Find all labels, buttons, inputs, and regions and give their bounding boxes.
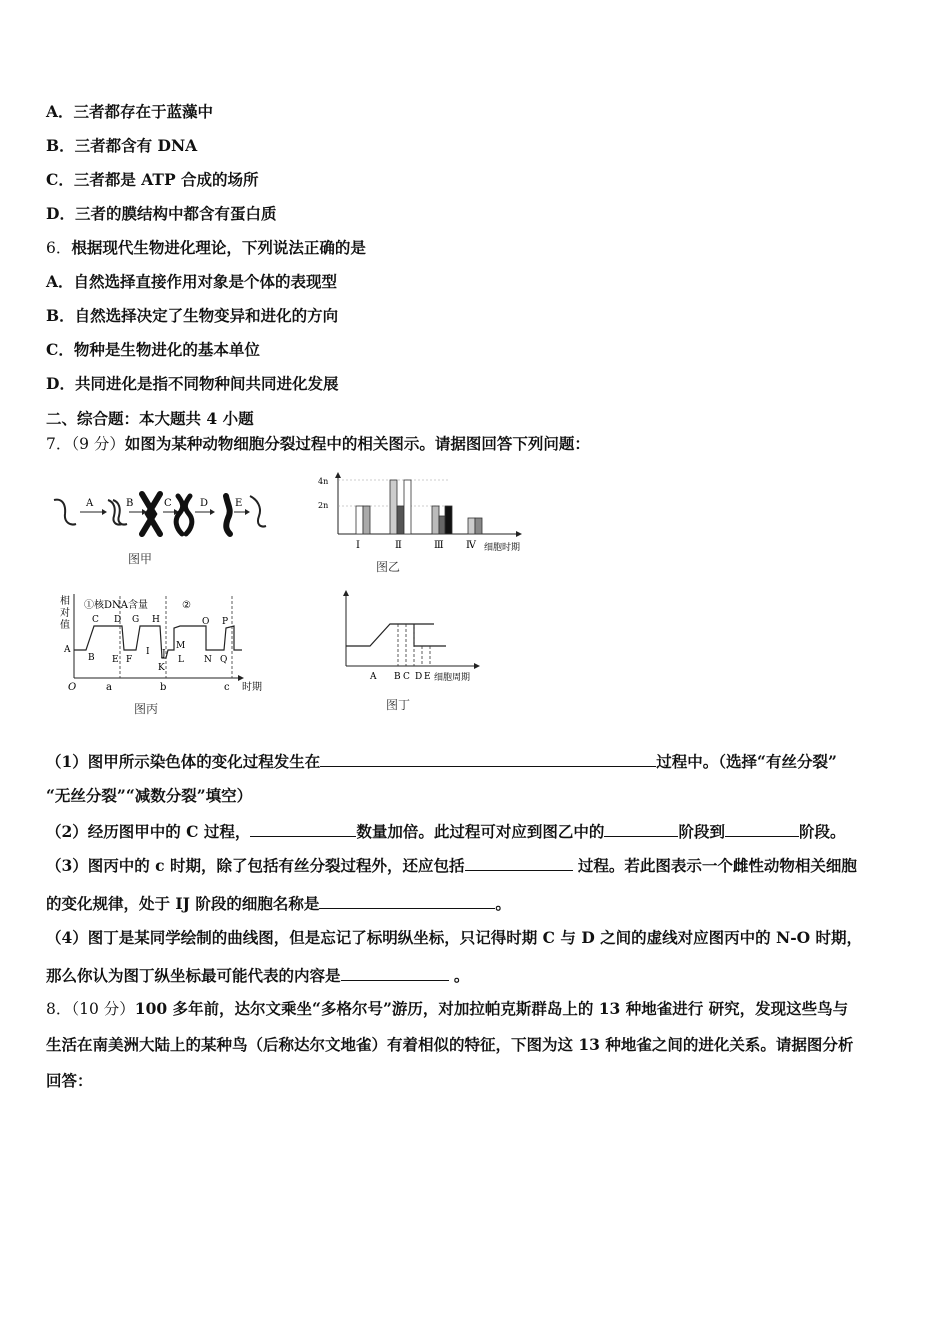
q7-sub3-cont: 的变化规律，处于 IJ 阶段的细胞名称是 。 [46, 894, 511, 913]
x-tick-iv: Ⅳ [466, 540, 476, 551]
figure-bing-chart [56, 592, 276, 696]
svg-text:L: L [178, 655, 184, 665]
figure-ding-chart [336, 588, 496, 688]
svg-text:b: b [160, 682, 167, 693]
bar-iv-2 [475, 518, 482, 534]
legend-2: ② [182, 600, 191, 611]
q7-sub3: （3）图丙中的 c 时期，除了包括有丝分裂过程外，还应包括 过程。若此图表示一个雌性动物相关细胞 [46, 856, 857, 875]
svg-text:C: C [92, 615, 99, 625]
x-axis-label: 细胞周期 [434, 673, 471, 683]
q8-line2: 生活在南美洲大陆上的某种鸟（后称达尔文地雀）有着相似的特征，下图为这 13 种地雀之间的进化关系。请据图分析 [46, 1035, 854, 1054]
answer-blank-1[interactable] [320, 750, 656, 767]
q7-sub1-cont: “无丝分裂”“减数分裂”填空） [46, 786, 253, 805]
svg-text:Q: Q [220, 655, 228, 665]
bar-i-1 [356, 506, 363, 534]
q7-sub4-cont: 那么你认为图丁纵坐标最可能代表的内容是 。 [46, 966, 470, 985]
svg-text:D: D [415, 672, 423, 682]
label-b: B [126, 498, 134, 509]
x-tick-i: Ⅰ [356, 540, 360, 551]
figure-yi-caption: 图乙 [376, 560, 401, 574]
svg-text:相: 相 [60, 596, 70, 607]
section2-title: 二、综合题：本大题共 4 小题 [46, 409, 254, 428]
legend-1: ①核DNA含量 [84, 600, 148, 611]
svg-text:A: A [370, 672, 377, 682]
svg-text:E: E [424, 672, 431, 682]
svg-text:A: A [64, 645, 71, 655]
svg-text:G: G [132, 615, 140, 625]
figure-jia [50, 478, 280, 568]
svg-text:c: c [224, 682, 230, 693]
label-a: A [86, 498, 94, 509]
label-c: C [164, 498, 172, 509]
q6-option-d: D．共同进化是指不同物种间共同进化发展 [46, 374, 339, 393]
svg-text:O: O [68, 682, 77, 693]
q5-option-a-text: 三者都存在于蓝藻中 [73, 102, 214, 121]
q5-option-c: C．三者都是 ATP 合成的场所 [46, 170, 259, 189]
bar-iii-2 [439, 516, 445, 534]
q8-line1: 8．（10 分）100 多年前，达尔文乘坐“多格尔号”游历，对加拉帕克斯群岛上的 13 种地雀进行 研究，发现这些鸟与 [46, 999, 849, 1018]
q7-sub1: （1）图甲所示染色体的变化过程发生在 过程中。（选择“有丝分裂” [46, 752, 837, 771]
svg-text:H: H [152, 615, 160, 625]
svg-text:B: B [394, 672, 401, 682]
figure-jia-caption: 图甲 [128, 552, 153, 566]
q6-option-a: A．自然选择直接作用对象是个体的表现型 [46, 272, 338, 291]
svg-text:a: a [106, 682, 112, 693]
bar-ii-1 [390, 480, 397, 534]
answer-blank-7[interactable] [341, 964, 449, 981]
svg-text:B: B [88, 653, 95, 663]
q5-option-b-text: 三者都含有 DNA [74, 136, 198, 155]
figure-jia-drawing [50, 478, 280, 568]
svg-text:O: O [202, 617, 210, 627]
bar-iii-1 [432, 506, 439, 534]
svg-text:D: D [114, 615, 122, 625]
q8-line3: 回答： [46, 1071, 93, 1090]
q5-option-c-text: 三者都是 ATP 合成的场所 [73, 170, 259, 189]
bar-ii-3 [404, 480, 411, 534]
q5-option-d: D．三者的膜结构中都含有蛋白质 [46, 204, 277, 223]
svg-text:P: P [222, 617, 229, 627]
q6-option-b: B．自然选择决定了生物变异和进化的方向 [46, 306, 339, 325]
figure-bing [56, 592, 276, 696]
figure-ding-caption: 图丁 [386, 698, 411, 712]
svg-text:对: 对 [60, 608, 70, 619]
x-axis-label: 时期 [242, 682, 262, 693]
figure-ding [336, 588, 496, 688]
q6-stem: 6．根据现代生物进化理论，下列说法正确的是 [46, 238, 366, 257]
chromosome-a [54, 500, 76, 525]
q7-sub2: （2）经历图甲中的 C 过程， 数量加倍。此过程可对应到图乙中的 阶段到 阶段。 [46, 822, 846, 841]
answer-blank-5[interactable] [465, 854, 573, 871]
q7-stem: 7．（9 分）如图为某种动物细胞分裂过程中的相关图示。请据图回答下列问题： [46, 434, 590, 453]
q6-option-c: C．物种是生物进化的基本单位 [46, 340, 260, 359]
answer-blank-4[interactable] [725, 820, 799, 837]
bar-i-2 [363, 506, 370, 534]
svg-text:E: E [112, 655, 119, 665]
label-d: D [200, 498, 209, 509]
q5-option-a: A．三者都存在于蓝藻中 [46, 102, 214, 121]
svg-text:F: F [126, 655, 133, 665]
x-axis-label: 细胞时期 [484, 543, 521, 553]
y-tick-4n: 4n [318, 477, 329, 486]
q5-option-b: B．三者都含有 DNA [46, 136, 198, 155]
svg-text:I: I [146, 647, 150, 657]
bar-iii-3 [445, 506, 452, 534]
svg-text:M: M [176, 641, 186, 651]
answer-blank-3[interactable] [604, 820, 678, 837]
q7-sub4: （4）图丁是某同学绘制的曲线图，但是忘记了标明纵坐标，只记得时期 C 与 D 之间的虚线对应图丙中的 N-O 时期， [46, 928, 863, 947]
answer-blank-6[interactable] [319, 892, 495, 909]
figure-bing-caption: 图丙 [134, 702, 159, 716]
svg-text:J: J [162, 649, 166, 659]
ding-curve [346, 624, 446, 646]
figure-yi [300, 470, 540, 560]
x-tick-ii: Ⅱ [395, 540, 402, 551]
answer-blank-2[interactable] [250, 820, 356, 837]
q5-option-d-text: 三者的膜结构中都含有蛋白质 [74, 204, 277, 223]
y-tick-2n: 2n [318, 501, 329, 510]
figure-yi-chart [300, 470, 540, 560]
svg-text:值: 值 [60, 620, 70, 631]
bar-ii-2 [397, 506, 404, 534]
dna-curve [74, 626, 242, 658]
svg-text:N: N [204, 655, 212, 665]
label-e: E [235, 498, 243, 509]
svg-text:C: C [403, 672, 410, 682]
x-tick-iii: Ⅲ [434, 540, 444, 551]
svg-text:K: K [158, 663, 165, 673]
bar-iv-1 [468, 518, 475, 534]
